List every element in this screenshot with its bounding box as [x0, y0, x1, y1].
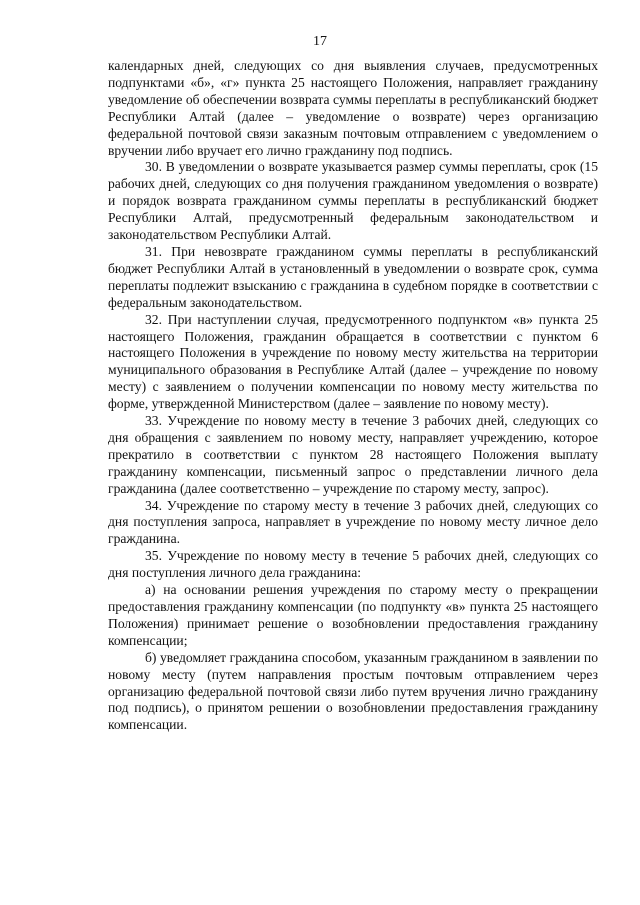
paragraph-33: 33. Учреждение по новому месту в течение 3 рабочих дней, следующих со дня обращения с заявлением по новому месту, направляет учреждению, которое прекратило в соответствии с пунктом 28 настоящего Положения выплату гражданину компенсации, письменный запрос о представлении личного дела гражданина (далее соответственно – учреждение по старому месту, запрос). [108, 413, 598, 496]
page-number: 17 [313, 34, 327, 49]
paragraph-continuation: календарных дней, следующих со дня выявления случаев, предусмотренных подпунктами «б», «г» пункта 25 настоящего Положения, направляет гражданину уведомление об обеспечении возврата суммы переплаты в республиканский бюджет Республики Алтай (далее – уведомление о возврате) через организацию федеральной почтовой связи заказным почтовым отправлением с уведомлением о вручении либо вручает его лично гражданину под подпись. [108, 58, 598, 158]
paragraph-35-a: а) на основании решения учреждения по старому месту о прекращении предоставления гражданину компенсации (по подпункту «в» пункта 25 настоящего Положения) принимает решение о возобновлении предоставления гражданину компенсации; [108, 582, 598, 648]
paragraph-35-b: б) уведомляет гражданина способом, указанным гражданином в заявлении по новому месту (путем направления простым почтовым отправлением через организацию федеральной почтовой связи либо путем вручения лично гражданину под подпись), о принятом решении о возобновлении предоставления гражданину компенсации. [108, 649, 598, 733]
paragraph-32: 32. При наступлении случая, предусмотренного подпунктом «в» пункта 25 настоящего Положения, гражданин обращается в соответствии с пунктом 6 настоящего Положения в учреждение по новому месту жительства на территории муниципального образования в Республике Алтай (далее – учреждение по новому месту) с заявлением о получении компенсации по новому месту жительства по форме, утвержденной Министерством (далее – заявление по новому месту). [108, 311, 598, 412]
document-body [108, 58, 598, 734]
paragraph-35: 35. Учреждение по новому месту в течение 5 рабочих дней, следующих со дня поступления личного дела гражданина: [108, 548, 598, 581]
paragraph-30: 30. В уведомлении о возврате указывается размер суммы переплаты, срок (15 рабочих дней, следующих со дня получения гражданином уведомления о возврате) и порядок возврата гражданином суммы переплаты в республиканский бюджет Республики Алтай, предусмотренный федеральным законодательством и законодательством Республики Алтай. [108, 159, 598, 243]
paragraph-31: 31. При невозврате гражданином суммы переплаты в республиканский бюджет Республики Алтай в установленный в уведомлении о возврате срок, сумма переплаты подлежит взысканию с гражданина в судебном порядке в соответствии с федеральным законодательством. [108, 243, 598, 310]
paragraph-34: 34. Учреждение по старому месту в течение 3 рабочих дней, следующих со дня поступления запроса, направляет в учреждение по новому месту личное дело гражданина. [108, 497, 598, 547]
